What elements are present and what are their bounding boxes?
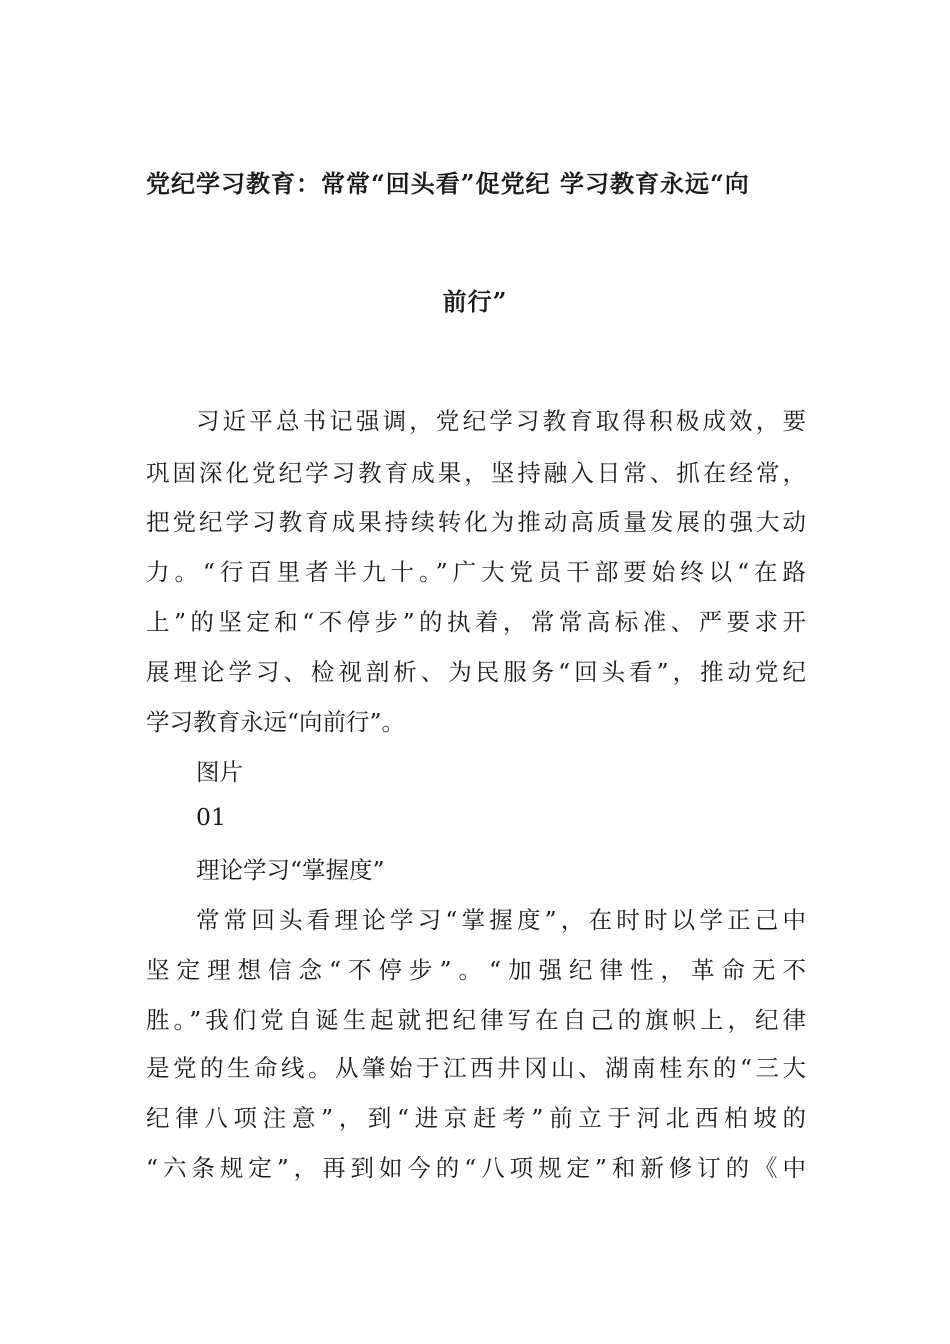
paragraph-2-line-3: 胜。”我们党自诞生起就把纪律写在自己的旗帜上，纪律 bbox=[146, 1006, 806, 1034]
paragraph-1-line-4: 力。“行百里者半九十。”广大党员干部要始终以“在路 bbox=[146, 558, 806, 586]
paragraph-2-line-1: 常常回头看理论学习“掌握度”，在时时以学正己中 bbox=[196, 906, 806, 934]
paragraph-1-line-7: 学习教育永远“向前行”。 bbox=[146, 708, 406, 736]
paragraph-2-line-5: 纪律八项注意”，到“进京赶考”前立于河北西柏坡的 bbox=[146, 1104, 806, 1132]
image-label: 图片 bbox=[196, 758, 243, 786]
paragraph-1-line-2: 巩固深化党纪学习教育成果，坚持融入日常、抓在经常， bbox=[146, 459, 806, 487]
paragraph-1-line-1: 习近平总书记强调，党纪学习教育取得积极成效，要 bbox=[196, 407, 806, 435]
paragraph-1-line-5: 上”的坚定和“不停步”的执着，常常高标准、严要求开 bbox=[146, 608, 806, 636]
document-title-line-1: 党纪学习教育：常常“回头看”促党纪 学习教育永远“向 bbox=[146, 169, 750, 198]
paragraph-2-line-2: 坚定理想信念“不停步”。“加强纪律性，革命无不 bbox=[146, 956, 806, 984]
paragraph-2-line-4: 是党的生命线。从肇始于江西井冈山、湖南桂东的“三大 bbox=[146, 1054, 806, 1082]
paragraph-2-line-6: “六条规定”，再到如今的“八项规定”和新修订的《中 bbox=[146, 1154, 806, 1182]
document-title-line-2: 前行” bbox=[442, 287, 508, 316]
section-heading: 理论学习“掌握度” bbox=[196, 856, 385, 884]
paragraph-1-line-3: 把党纪学习教育成果持续转化为推动高质量发展的强大动 bbox=[146, 508, 806, 536]
section-number: 01 bbox=[196, 803, 226, 831]
paragraph-1-line-6: 展理论学习、检视剖析、为民服务“回头看”，推动党纪 bbox=[146, 658, 806, 686]
